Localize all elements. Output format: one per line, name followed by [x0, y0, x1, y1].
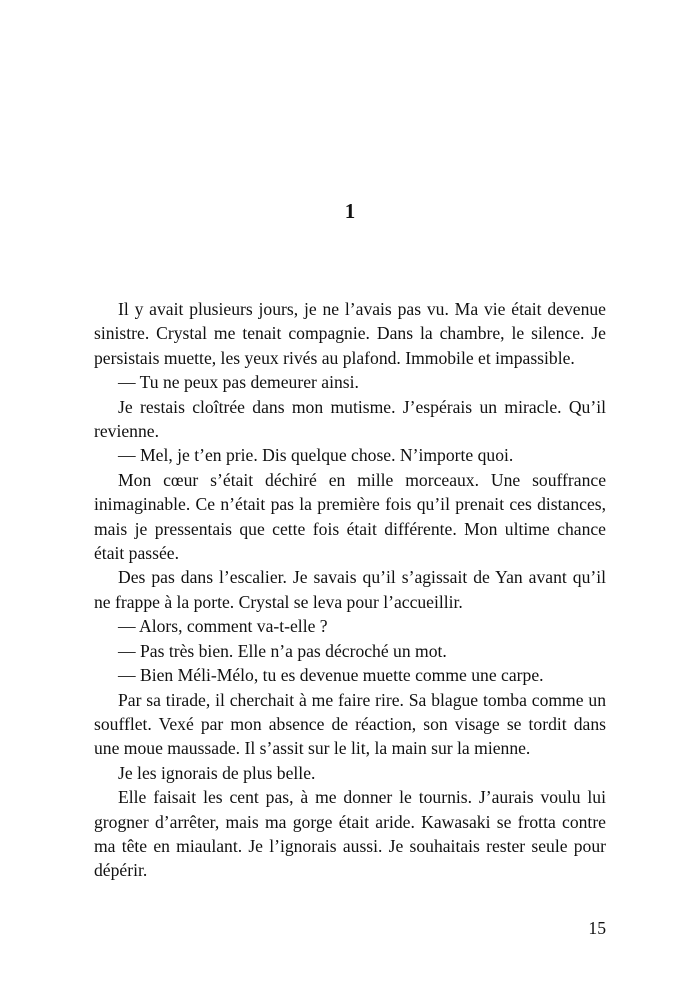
paragraph: Il y avait plusieurs jours, je ne l’avais pas vu. Ma vie était devenue sinistre. Crystal me tenait compagnie. Dans la chambre, le silence. Je persistais muette, les yeux rivés au plafond. Immobile et impassible. [94, 299, 606, 368]
paragraph: Elle faisait les cent pas, à me donner le tournis. J’aurais voulu lui grogner d’arrêter, mais ma gorge était aride. Kawasaki se frotta contre ma tête en miaulant. Je l’ignorais aussi. Je souhaitais rester seule pour dépérir. [94, 787, 606, 881]
paragraph: Mon cœur s’était déchiré en mille morceaux. Une souffrance inimaginable. Ce n’était pas la première fois qu’il prenait ces distances, mais je pressentais que cette fois était différente. Mon ultime chance était passée. [94, 469, 606, 564]
dialogue-line: — Pas très bien. Elle n’a pas décroché un mot. [118, 640, 447, 661]
dialogue-line: — Tu ne peux pas demeurer ainsi. [118, 372, 359, 393]
paragraph: Je restais cloîtrée dans mon mutisme. J’espérais un miracle. Qu’il revienne. [94, 396, 606, 442]
paragraph: Je les ignorais de plus belle. [118, 762, 316, 783]
dialogue-line: — Mel, je t’en prie. Dis quelque chose. N’importe quoi. [118, 445, 514, 466]
paragraph: Des pas dans l’escalier. Je savais qu’il s’agissait de Yan avant qu’il ne frappe à la porte. Crystal se leva pour l’accueillir. [94, 567, 606, 612]
dialogue-line: — Bien Méli-Mélo, tu es devenue muette comme une carpe. [118, 665, 544, 686]
chapter-body [94, 297, 606, 883]
chapter-number: 1 [344, 199, 356, 223]
paragraph: Par sa tirade, il cherchait à me faire rire. Sa blague tomba comme un soufflet. Vexé par mon absence de réaction, son visage se tordit dans une moue maussade. Il s’assit sur le lit, la main sur la mienne. [94, 689, 606, 759]
page-number: 15 [588, 918, 606, 938]
dialogue-line: — Alors, comment va-t-elle ? [118, 616, 328, 637]
